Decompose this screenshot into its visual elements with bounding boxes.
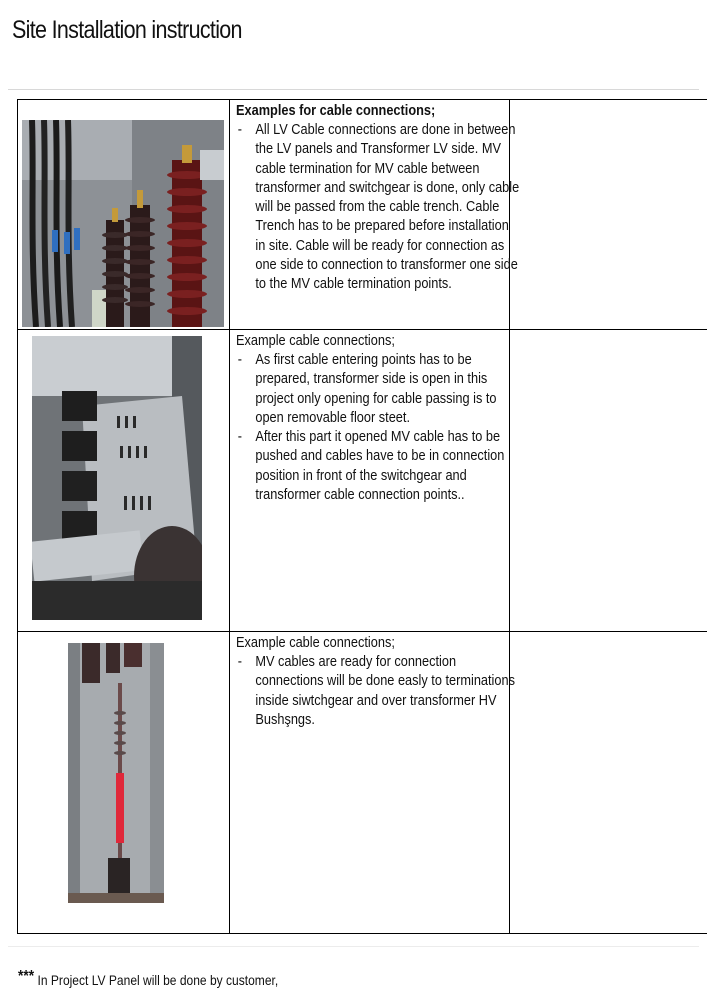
footnote-marker: *** <box>18 968 35 985</box>
text-cell <box>230 100 520 330</box>
text-cell <box>230 330 510 632</box>
image-cell <box>18 632 230 934</box>
empty-cell <box>510 330 707 632</box>
title-divider <box>8 89 699 90</box>
bullet-list <box>236 351 503 505</box>
footnote-text: In Project LV Panel will be done by customer, <box>37 972 279 988</box>
footnote <box>18 968 279 990</box>
bullet-item: - As first cable entering points has to be prepared, transformer side is open in this project only opening for cable passing is to open removable floor steet. <box>236 351 521 428</box>
text-cell <box>230 632 515 934</box>
bushing-photo <box>22 120 224 327</box>
empty-cell <box>510 632 707 934</box>
cell-heading: Example cable connections; <box>236 635 395 651</box>
table-row <box>18 632 707 934</box>
cable-termination-photo <box>68 643 164 903</box>
bullet-list <box>236 653 515 730</box>
bullet-item: - All LV Cable connections are done in between the LV panels and Transformer LV side. MV cable termination for MV cable between transformer and switchgear is done, only cable will be passed from the cable trench. Cable Trench has to be prepared before installation in site. Cable will be ready for connection as one side to connection to transformer one side to the MV cable termination points. <box>236 121 521 295</box>
empty-cell <box>510 100 707 330</box>
cell-heading: Example cable connections; <box>236 333 395 349</box>
cell-heading: Examples for cable connections; <box>236 103 436 119</box>
instruction-table <box>17 99 707 934</box>
bullet-list <box>236 121 520 295</box>
footer-divider <box>8 946 699 947</box>
image-cell <box>18 100 230 330</box>
page-title: Site Installation instruction <box>12 16 242 44</box>
table-row <box>18 330 707 632</box>
bullet-item: - After this part it opened MV cable has to be pushed and cables have to be in connection position in front of the switchgear and transformer cable connection points.. <box>236 428 521 505</box>
bullet-item: - MV cables are ready for connection connections will be done easly to terminations inside siwtchgear and over transformer HV Bushşngs. <box>236 653 521 730</box>
table-row <box>18 100 707 330</box>
floor-plate-photo <box>32 336 202 620</box>
image-cell <box>18 330 230 632</box>
